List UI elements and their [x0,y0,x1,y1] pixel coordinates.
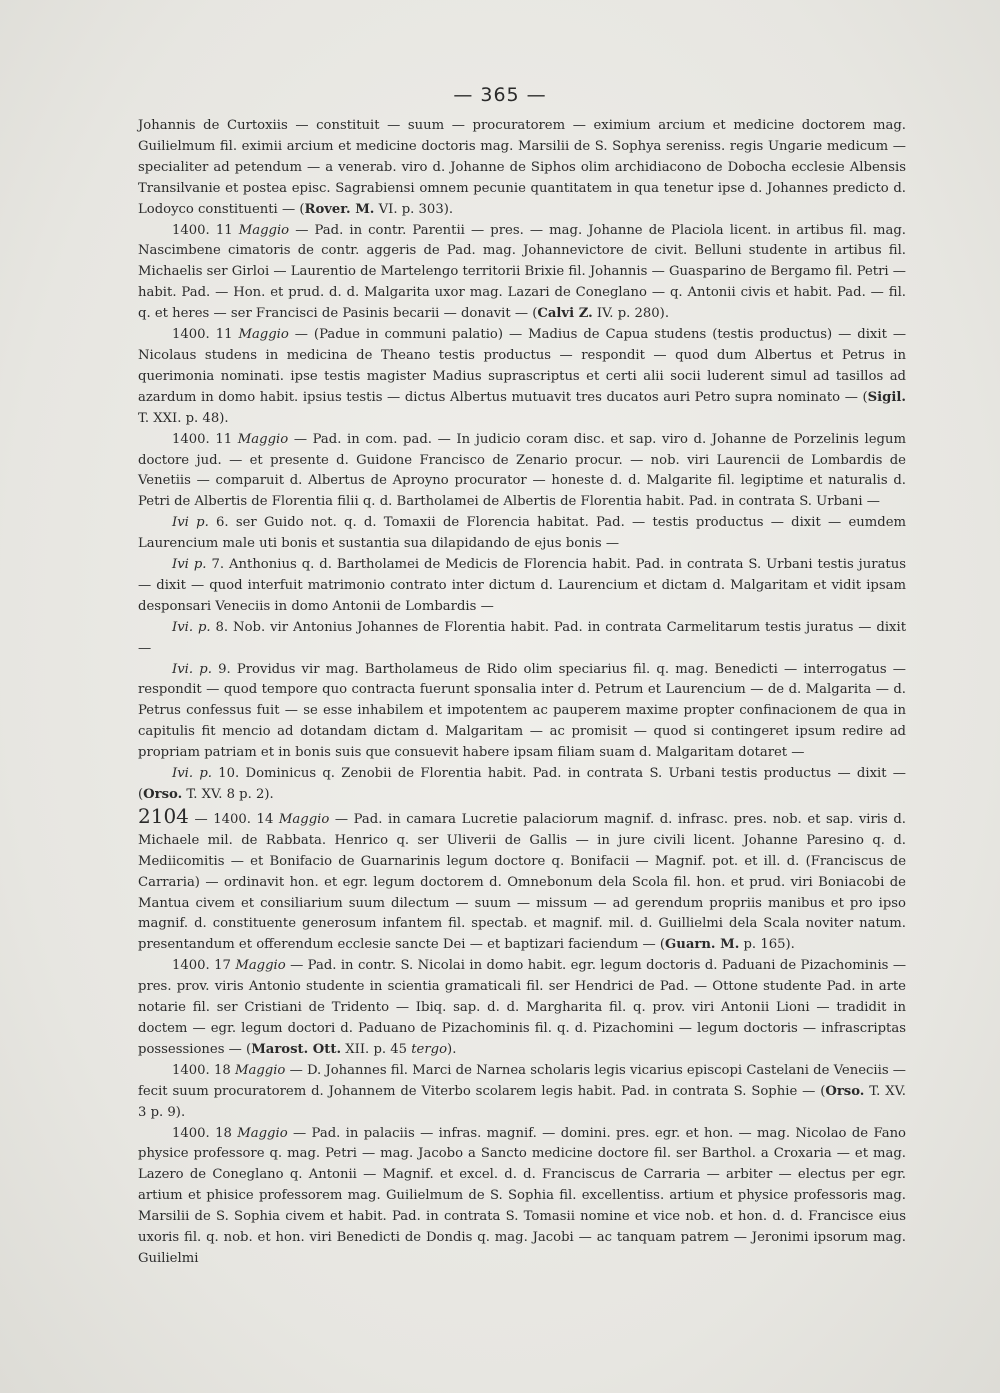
document-paragraph [138,803,906,956]
text-run: 1400. 18 [172,1125,238,1141]
source-reference: Calvi Z. [537,306,593,322]
text-run: — Pad. in palaciis — infras. magnif. — domini. pres. egr. et hon. — mag. Nicolao de Fano physice professore q. mag. Petri — mag. Jacobo a Sancto medicine doctore fil. ser Barthol. a Croxaria — et mag. Lazero de Coneglano q. Antonii — Magnif. et excel. d. d. Franciscus de Carraria — arbiter — electus per egr. artium et phisice professorem mag. Guilielmum de S. Sophia fil. excellentiss. artium et physice professoris mag. Marsilii de S. Sophia civem et habit. Pad. in contrata S. Tomasii nomine et vice nob. et hon. d. d. Francisce eius uxoris fil. q. nob. et hon. viri Benedicti de Dondis q. mag. Jacobi — ac tanquam patrem — Jeronimi ipsorum mag. Guilielmi [138,1125,907,1266]
text-run: T. XXI. p. 48). [138,410,229,426]
italic-text: Maggio [237,1125,288,1141]
text-run: p. 165). [739,937,795,953]
text-run: T. XV. 3 p. 9). [138,1083,906,1120]
text-run: — D. Johannes fil. Marci de Narnea scholaris legis vicarius episcopi Castelani de Veneciis — fecit suum procuratorem d. Johannem de Viterbo scolarem legis habit. Pad. in contrata S. Sophie — ( [138,1062,906,1099]
italic-text: Ivi. p. [172,661,212,677]
text-run: XII. p. 45 [341,1041,412,1057]
text-run: 1400. 11 [172,431,238,447]
italic-text: Maggio [235,958,286,974]
text-run: ). [447,1041,457,1057]
italic-text: Maggio [278,811,330,827]
document-paragraph [138,956,906,1061]
text-run: 10. Dominicus q. Zenobii de Florentia habit. Pad. in contrata S. Urbani testis productus — dixit — ( [138,766,906,802]
text-run: 7. Anthonius q. d. Bartholamei de Medicis de Florencia habit. Pad. in contrata S. Urbani testis juratus — dixit — quod interfuit matrimonio contrato inter dictum d. Laurencium et dictam d. Malgaritam et vidit ipsam desponsari Veneciis in domo Antonii de Lombardis — [138,557,906,614]
document-paragraph [138,1124,906,1270]
source-reference: Marost. Ott. [251,1041,342,1057]
text-run: IV. p. 280). [592,306,670,322]
italic-text: Ivi p. [172,557,207,573]
italic-text: tergo [411,1041,448,1057]
document-paragraph [138,430,906,514]
text-run: 1400. 11 [172,327,239,343]
text-run: — Pad. in com. pad. — In judicio coram disc. et sap. viro d. Johanne de Porzelinis legum doctore jud. — et presente d. Guidone Francisco de Zenario procur. — nob. viri Laurencii de Lombardis de Venetiis — comparuit d. Albertus de Aproyno procurator — honeste d. d. Malgarite fil. legiptime et naturalis d. Petri de Albertis de Florentia filii q. d. Bartholamei de Albertis de Florentia habit. Pad. in contrata S. Urbani — [138,431,907,510]
document-paragraph [138,221,906,326]
document-paragraph [138,1061,906,1124]
italic-text: Maggio [237,431,289,447]
text-run: 9. Providus vir mag. Bartholameus de Rido olim speciarius fil. q. mag. Benedicti — interrogatus — respondit — quod tempore quo contracta fuerunt sponsalia inter d. Petrum et Laurencium — de d. Malgarita — d. Petrus confessus fuit — se esse inhabilem et impotentem ac pauperem maxime propter confinacionem de qua in capitulis fit mencio ad dotandam dictam d. Malgaritam — ac promisit — quod si contingeret ipsum redire ad propriam patriam et in bonis suis que consuevit habere ipsam filiam suam d. Malgaritam dotaret — [138,661,906,761]
document-paragraph [138,618,906,660]
document-body [138,116,906,1270]
text-run: — Pad. in contr. Parentii — pres. — mag. Johanne de Placiola licent. in artibus fil. mag. Nascimbene cimatoris de contr. aggeris de Pad. mag. Johannevictore de civit. Belluni studente in artibus fil. Michaelis ser Girloi — Laurentio de Martelengo territorii Brixie fil. Johannis — Guasparino de Bergamo fil. Petri — habit. Pad. — Hon. et prud. d. d. Malgarita uxor mag. Lazari de Coneglano — q. Antonii civis et habit. Pad. — fil. q. et heres — ser Francisci de Pasinis becarii — donavit — ( [138,222,906,322]
italic-text: Ivi. p. [172,619,211,635]
italic-text: Maggio [238,327,289,343]
text-run: T. XV. 8 p. 2). [182,787,274,802]
document-paragraph [138,764,906,806]
text-run: — Pad. in camara Lucretie palaciorum magnif. d. infrasc. pres. nob. et sap. viris d. Michaele mil. de Rabbata. Henrico q. ser Uliverii de Gallis — in jure civili licent. Johanne Paresino q. d. Mediicomitis — et Bonifacio de Guarnarinis legum doctore q. Bonifacii — Magnif. pot. et ill. d. (Franciscus de Carraria) — ordinavit hon. et egr. legum doctorem d. Omnebonum dela Scola fil. hon. et prud. viri Boniacobi de Mantua civem et consiliarium suum dilectum — suum — missum — ad gerendum propriis manibus et pro ipso magnif. d. constituente generosum infantem fil. spectab. et magnif. mil. d. Guillielmi dela Scala noviter natum. presentandum et offerendum ecclesie sancte Dei — et baptizari faciendum — ( [138,811,906,953]
document-paragraph [138,513,906,555]
text-run: 1400. 11 [172,222,239,238]
text-run: VI. p. 303). [374,201,454,217]
source-reference: Sigil. [867,389,906,405]
text-run: — (Padue in communi palatio) — Madius de Capua studens (testis productus) — dixit — Nicolaus studens in medicina de Theano testis productus — respondit — quod dum Albertus et Petrus in querimonia nominati. ipse testis magister Madius suprascriptus et certi alii socii luderent simul ad tasillos ad azardum in domo habit. ipsius testis — dictus Albertus mutuavit tres ducatos auri Petro supra nominato — ( [138,327,907,405]
text-run: 8. Nob. vir Antonius Johannes de Florentia habit. Pad. in contrata Carmelitarum testis juratus — dixit — [138,619,906,656]
italic-text: Ivi p. [172,515,209,531]
text-run: 1400. 18 [172,1062,235,1078]
page-number: — 365 — [453,84,547,106]
text-run: 6. ser Guido not. q. d. Tomaxii de Florencia habitat. Pad. — testis productus — dixit — eumdem Laurencium male uti bonis et sustantia sua dilapidando de ejus bonis — [138,515,907,552]
source-reference: Orso. [825,1083,865,1099]
document-paragraph [138,116,906,221]
italic-text: Maggio [234,1062,286,1078]
document-paragraph [138,660,906,765]
italic-text: Maggio [238,222,290,238]
source-reference: Rover. M. [304,201,375,217]
italic-text: Ivi. p. [172,766,212,782]
source-reference: Orso. [143,787,183,802]
document-paragraph [138,325,906,430]
document-paragraph [138,555,906,618]
text-run: 1400. 17 [172,958,236,974]
document-number: 2104 [138,803,189,828]
text-run: Johannis de Curtoxiis — constituit — suum — procuratorem — eximium arcium et medicine doctorem mag. Guilielmum fil. eximii arcium et medicine doctoris mag. Marsilii de S. Sophya sereniss. regis Ungarie medicum — specialiter ad petendum — a venerab. viro d. Johanne de Siphos olim archidiacono de Dobocha ecclesie Albensis Transilvanie et postea episc. Sagrabiensi omnem pecunie quantitatem in qua tenetur ipse d. Johannes predicto d. Lodoyco constituenti — ( [138,118,906,217]
text-run: — 1400. 14 [188,811,279,827]
source-reference: Guarn. M. [664,937,740,953]
text-run: — Pad. in contr. S. Nicolai in domo habit. egr. legum doctoris d. Paduani de Pizachominis — pres. prov. viris Antonio studente in scientia gramaticali fil. ser Hendrici de Pad. — Ottone studente Pad. in arte notarie fil. ser Cristiani de Tridento — Ibiq. sap. d. d. Margharita fil. q. prov. viri Antonii Lioni — tradidit in doctem — egr. legum doctori d. Paduano de Pizachominis fil. q. d. Pizachomini — legum doctoris — infrascriptas possessiones — ( [138,958,907,1057]
